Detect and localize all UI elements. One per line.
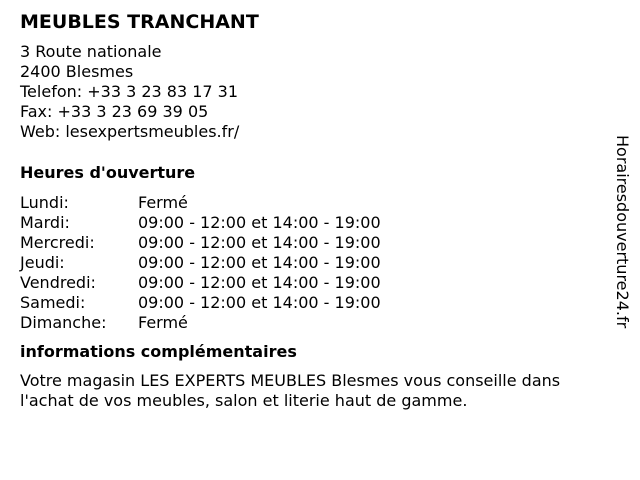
day-hours: Fermé bbox=[138, 193, 188, 212]
day-hours: Fermé bbox=[138, 313, 188, 332]
address-street: 3 Route nationale bbox=[20, 42, 162, 61]
day-hours: 09:00 - 12:00 et 14:00 - 19:00 bbox=[138, 213, 381, 232]
info-heading: informations complémentaires bbox=[20, 342, 297, 361]
fax-line: Fax: +33 3 23 69 39 05 bbox=[20, 102, 209, 121]
hours-row-dimanche bbox=[20, 313, 610, 333]
day-hours: 09:00 - 12:00 et 14:00 - 19:00 bbox=[138, 253, 381, 272]
day-label: Samedi: bbox=[20, 293, 86, 312]
day-hours: 09:00 - 12:00 et 14:00 - 19:00 bbox=[138, 293, 381, 312]
contact-block bbox=[20, 42, 610, 142]
day-label: Mercredi: bbox=[20, 233, 95, 252]
address-city: 2400 Blesmes bbox=[20, 62, 134, 81]
store-name: MEUBLES TRANCHANT bbox=[20, 11, 259, 33]
day-label: Vendredi: bbox=[20, 273, 96, 292]
day-label: Jeudi: bbox=[20, 253, 65, 272]
hours-row-mardi bbox=[20, 213, 610, 233]
hours-row-samedi bbox=[20, 293, 610, 313]
hours-row-vendredi bbox=[20, 273, 610, 293]
hours-table bbox=[20, 193, 610, 333]
day-hours: 09:00 - 12:00 et 14:00 - 19:00 bbox=[138, 233, 381, 252]
day-label: Mardi: bbox=[20, 213, 70, 232]
hours-row-lundi bbox=[20, 193, 610, 213]
web-line: Web: lesexpertsmeubles.fr/ bbox=[20, 122, 240, 141]
day-label: Lundi: bbox=[20, 193, 69, 212]
hours-row-jeudi bbox=[20, 253, 610, 273]
phone-line: Telefon: +33 3 23 83 17 31 bbox=[20, 82, 239, 101]
info-text: Votre magasin LES EXPERTS MEUBLES Blesmes vous conseille dans l'achat de vos meubles, salon et literie haut de gamme. bbox=[20, 371, 561, 410]
hours-row-mercredi bbox=[20, 233, 610, 253]
day-hours: 09:00 - 12:00 et 14:00 - 19:00 bbox=[138, 273, 381, 292]
watermark-text: Horairesdouverture24.fr bbox=[613, 135, 632, 329]
hours-heading: Heures d'ouverture bbox=[20, 163, 196, 182]
store-card bbox=[20, 10, 610, 411]
day-label: Dimanche: bbox=[20, 313, 107, 332]
